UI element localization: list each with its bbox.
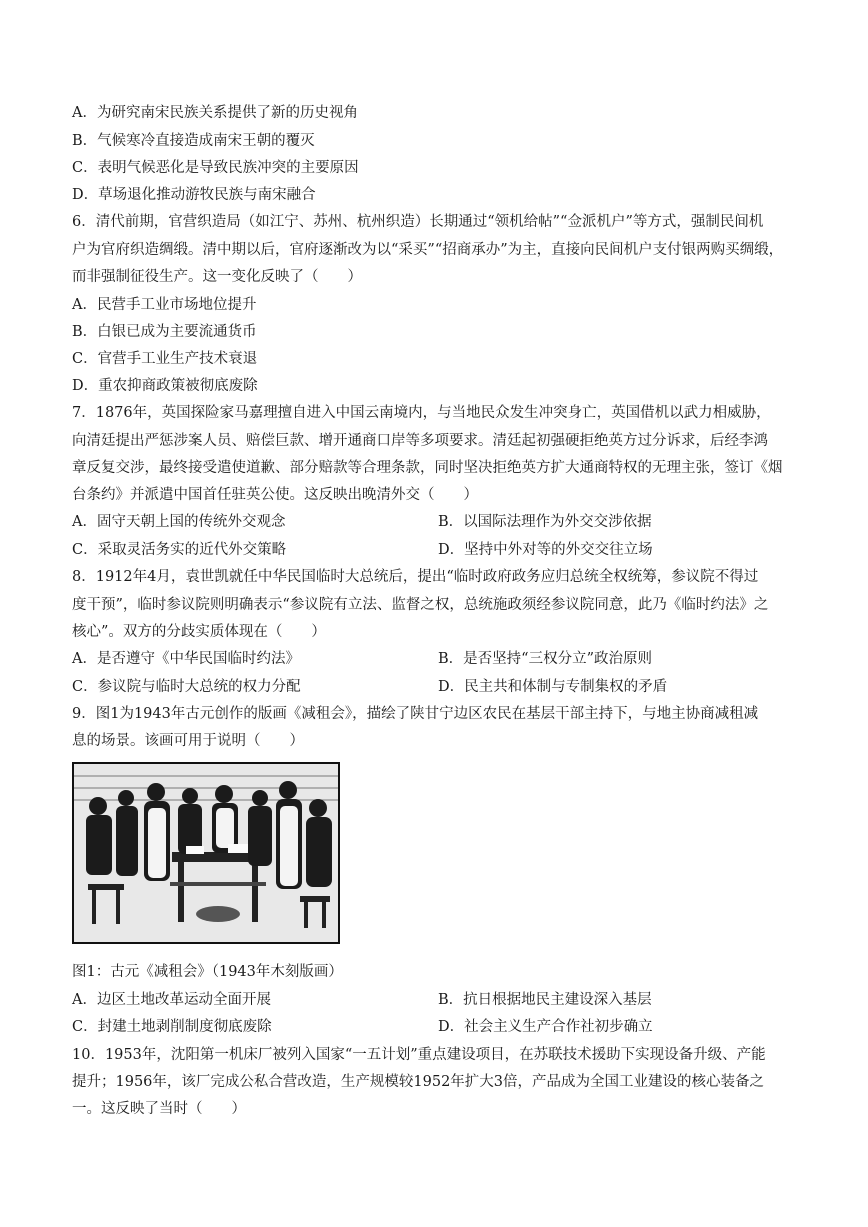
q5-option-d: D．草场退化推动游牧民族与南宋融合 bbox=[72, 187, 316, 203]
q7-options-row-2 bbox=[72, 540, 802, 560]
q7-option-b: B．以国际法理作为外交交涉依据 bbox=[438, 514, 652, 530]
q7-options-row-1 bbox=[72, 512, 802, 532]
q6-option-d: D．重农抑商政策被彻底废除 bbox=[72, 378, 258, 394]
q5-option-a: A．为研究南宋民族关系提供了新的历史视角 bbox=[72, 105, 358, 121]
q8-stem-line-2: 度干预”，临时参议院则明确表示“参议院有立法、监督之权，总统施政须经参议院同意，此乃《临时约法》之 bbox=[72, 597, 769, 613]
q10-stem-line-1: 10．1953年，沈阳第一机床厂被列入国家“一五计划”重点建设项目，在苏联技术援助下实现设备升级、产能 bbox=[72, 1047, 766, 1063]
q10-stem-line-3: 一。这反映了当时（ ） bbox=[72, 1101, 246, 1117]
q9-stem-line-1: 9．图1为1943年古元创作的版画《减租会》，描绘了陕甘宁边区农民在基层干部主持下，与地主协商减租减 bbox=[72, 706, 759, 722]
q5-option-b: B．气候寒冷直接造成南宋王朝的覆灭 bbox=[72, 133, 315, 149]
q7-stem-line-3: 章反复交涉，最终接受遣使道歉、部分赔款等合理条款，同时坚决拒绝英方扩大通商特权的无理主张，签订《烟 bbox=[72, 460, 783, 476]
q10-stem-line-2: 提升；1956年，该厂完成公私合营改造，生产规模较1952年扩大3倍，产品成为全国工业建设的核心装备之 bbox=[72, 1074, 765, 1090]
q7-stem-line-1: 7．1876年，英国探险家马嘉理擅自进入中国云南境内，与当地民众发生冲突身亡，英国借机以武力相威胁， bbox=[72, 405, 771, 421]
q6-stem-line-1: 6．清代前期，官营织造局（如江宁、苏州、杭州织造）长期通过“领机给帖”“佥派机户”等方式，强制民间机 bbox=[72, 214, 764, 230]
q6-option-c: C．官营手工业生产技术衰退 bbox=[72, 351, 258, 367]
q9-options-row-1 bbox=[72, 990, 802, 1010]
q6-option-b: B．白银已成为主要流通货币 bbox=[72, 324, 257, 340]
q6-option-a: A．民营手工业市场地位提升 bbox=[72, 297, 257, 313]
q8-options-row-2 bbox=[72, 677, 802, 697]
q9-stem-line-2: 息的场景。该画可用于说明（ ） bbox=[72, 733, 304, 749]
woodcut-illustration bbox=[74, 764, 338, 942]
q8-stem-line-3: 核心”。双方的分歧实质体现在（ ） bbox=[72, 624, 326, 640]
q9-option-a: A．边区土地改革运动全面开展 bbox=[72, 992, 271, 1008]
q8-stem-line-1: 8．1912年4月，袁世凯就任中华民国临时大总统后，提出“临时政府政务应归总统全权统筹，参议院不得过 bbox=[72, 569, 759, 585]
q9-option-c: C．封建土地剥削制度彻底废除 bbox=[72, 1019, 272, 1035]
q5-option-c: C．表明气候恶化是导致民族冲突的主要原因 bbox=[72, 160, 359, 176]
q8-options-row-1 bbox=[72, 649, 802, 669]
q7-stem-line-2: 向清廷提出严惩涉案人员、赔偿巨款、增开通商口岸等多项要求。清廷起初强硬拒绝英方过分诉求，后经李鸿 bbox=[72, 433, 768, 449]
q7-option-c: C．采取灵活务实的近代外交策略 bbox=[72, 542, 287, 558]
q9-options-row-2 bbox=[72, 1017, 802, 1037]
q8-option-a: A．是否遵守《中华民国临时约法》 bbox=[72, 651, 300, 667]
q8-option-c: C．参议院与临时大总统的权力分配 bbox=[72, 679, 301, 695]
q6-stem-line-2: 户为官府织造绸缎。清中期以后，官府逐渐改为以“采买”“招商承办”为主，直接向民间机户支付银两购买绸缎， bbox=[72, 242, 784, 258]
q8-option-d: D．民主共和体制与专制集权的矛盾 bbox=[438, 679, 668, 695]
q9-option-d: D．社会主义生产合作社初步确立 bbox=[438, 1019, 653, 1035]
q7-option-a: A．固守天朝上国的传统外交观念 bbox=[72, 514, 286, 530]
figure-caption: 图1：古元《减租会》（1943年木刻版画） bbox=[72, 964, 343, 980]
woodcut-print-image bbox=[72, 762, 340, 944]
q7-stem-line-4: 台条约》并派遣中国首任驻英公使。这反映出晚清外交（ ） bbox=[72, 487, 478, 503]
q6-stem-line-3: 而非强制征役生产。这一变化反映了（ ） bbox=[72, 269, 362, 285]
q7-option-d: D．坚持中外对等的外交交往立场 bbox=[438, 542, 653, 558]
q8-option-b: B．是否坚持“三权分立”政治原则 bbox=[438, 651, 652, 667]
q9-option-b: B．抗日根据地民主建设深入基层 bbox=[438, 992, 652, 1008]
